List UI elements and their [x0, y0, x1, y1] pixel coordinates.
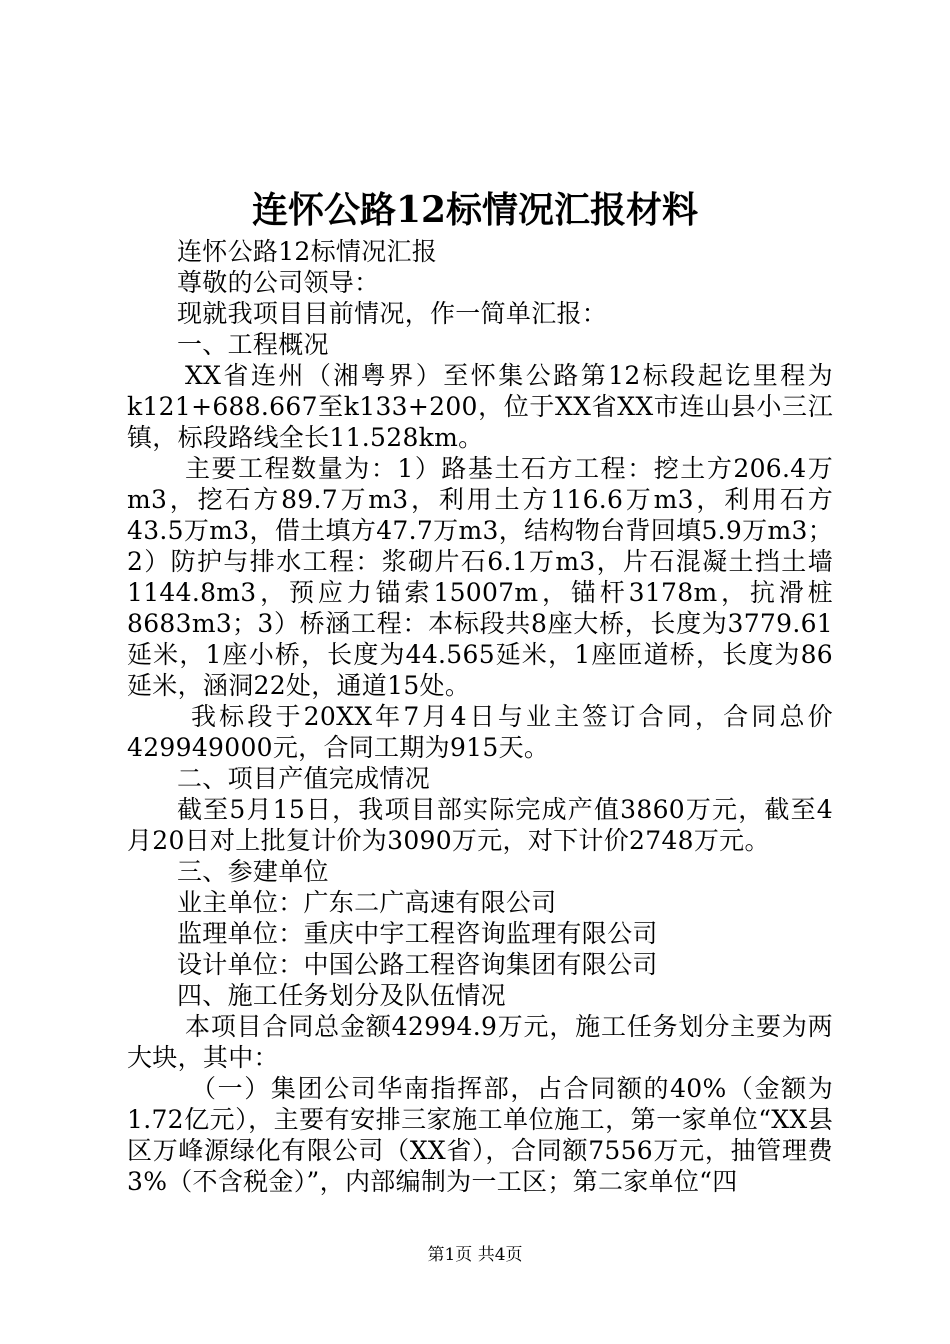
paragraph-south-china-hq: （一）集团公司华南指挥部，占合同额的40%（金额为1.72亿元），主要有安排三家施工单位施工，第一家单位“XX县区万峰源绿化有限公司（XX省），合同额7556万元，抽管理费3%（不含税金）”，内部编制为一工区；第二家单位“四 [127, 1074, 833, 1196]
section-heading-4: 四、施工任务划分及队伍情况 [177, 981, 506, 1010]
paragraph-designer: 设计单位：中国公路工程咨询集团有限公司 [177, 950, 658, 979]
paragraph-output: 截至5月15日，我项目部实际完成产值3860万元，截至4月20日对上批复计价为3090万元，对下计价2748万元。 [127, 795, 833, 855]
paragraph-subtitle: 连怀公路12标情况汇报 [177, 237, 438, 266]
document-title: 连怀公路12标情况汇报材料 [251, 189, 699, 231]
paragraph-quantities: 主要工程数量为：1）路基土石方工程：挖土方206.4万m3，挖石方89.7万m3，利用土方116.6万m3，利用石方43.5万m3，借土填方47.7万m3，结构物台背回填5.9万m3；2）防护与排水工程：浆砌片石6.1万m3，片石混凝土挡土墙1144.8m3，预应力锚索15007m，锚杆3178m，抗滑桩8683m3；3）桥涵工程：本标段共8座大桥，长度为3779.61延米，1座小桥，长度为44.565延米，1座匝道桥，长度为86延米，涵洞22处，通道15处。 [127, 454, 833, 700]
paragraph-supervisor: 监理单位：重庆中宇工程咨询监理有限公司 [177, 919, 658, 948]
section-heading-1: 一、工程概况 [177, 330, 329, 359]
paragraph-overview: XX省连州（湘粤界）至怀集公路第12标段起讫里程为k121+688.667至k133+200，位于XX省XX市连山县小三江镇，标段路线全长11.528km。 [127, 361, 833, 452]
paragraph-owner: 业主单位：广东二广高速有限公司 [177, 888, 557, 917]
section-heading-2: 二、项目产值完成情况 [177, 764, 431, 793]
paragraph-intro: 现就我项目目前情况，作一简单汇报： [177, 299, 608, 328]
section-heading-3: 三、参建单位 [177, 857, 329, 886]
paragraph-salutation: 尊敬的公司领导： [177, 268, 380, 297]
page-footer: 第1页 共4页 [427, 1245, 523, 1265]
document-body [127, 236, 833, 1197]
paragraph-contract: 我标段于20XX年7月4日与业主签订合同，合同总价429949000元，合同工期为915天。 [127, 702, 833, 762]
paragraph-task-division: 本项目合同总金额42994.9万元，施工任务划分主要为两大块，其中： [127, 1012, 833, 1072]
